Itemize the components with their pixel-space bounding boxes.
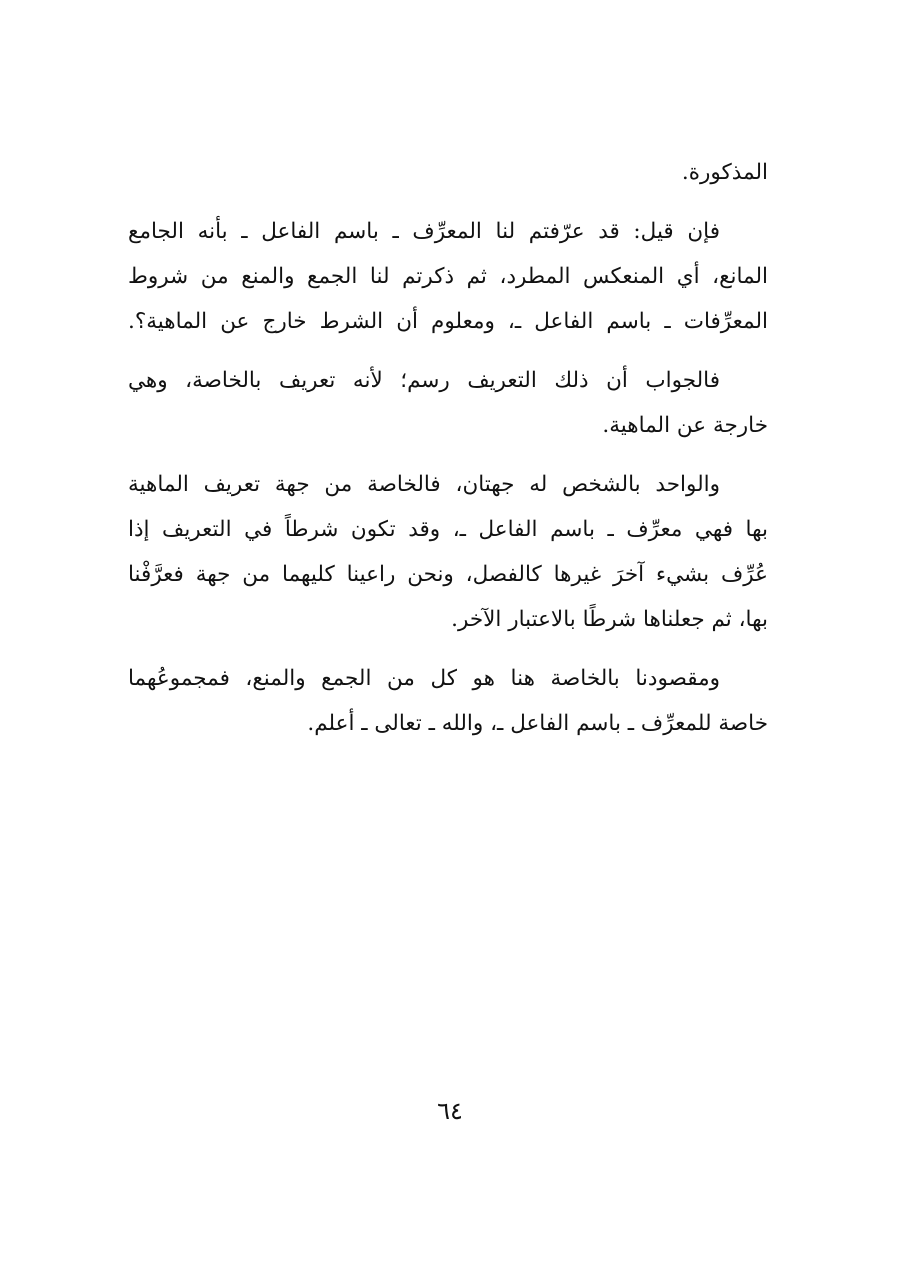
paragraph: [128, 656, 768, 746]
text-line: خاصة للمعرِّف ـ باسم الفاعل ـ، والله ـ تعالى ـ أعلم.: [307, 711, 768, 736]
paragraph: [128, 358, 768, 448]
text-line: المعرِّفات ـ باسم الفاعل ـ، ومعلوم أن الشرط خارج عن الماهية؟.: [128, 309, 768, 334]
text-line: بها فهي معرِّف ـ باسم الفاعل ـ، وقد تكون شرطاً في التعريف إذا: [128, 517, 768, 542]
text-line: المذكورة.: [681, 160, 768, 185]
text-line: فإن قيل: قد عرّفتم لنا المعرِّف ـ باسم الفاعل ـ بأنه الجامع: [128, 219, 720, 244]
paragraph: [128, 209, 768, 344]
text-line: عُرِّف بشيء آخرَ غيرها كالفصل، ونحن راعينا كليهما من جهة فعرَّفْنا: [128, 562, 768, 587]
paragraph: [128, 150, 768, 195]
text-line: المانع، أي المنعكس المطرد، ثم ذكرتم لنا الجمع والمنع من شروط: [128, 264, 768, 289]
page-number: ٦٤: [437, 1097, 463, 1125]
paragraph: [128, 462, 768, 642]
text-line: والواحد بالشخص له جهتان، فالخاصة من جهة تعريف الماهية: [128, 472, 720, 497]
text-line: فالجواب أن ذلك التعريف رسم؛ لأنه تعريف بالخاصة، وهي: [128, 368, 720, 393]
page-body: [128, 150, 768, 760]
text-line: خارجة عن الماهية.: [602, 413, 768, 438]
text-line: ومقصودنا بالخاصة هنا هو كل من الجمع والمنع، فمجموعُهما: [128, 666, 720, 691]
text-line: بها، ثم جعلناها شرطًا بالاعتبار الآخر.: [451, 607, 768, 632]
